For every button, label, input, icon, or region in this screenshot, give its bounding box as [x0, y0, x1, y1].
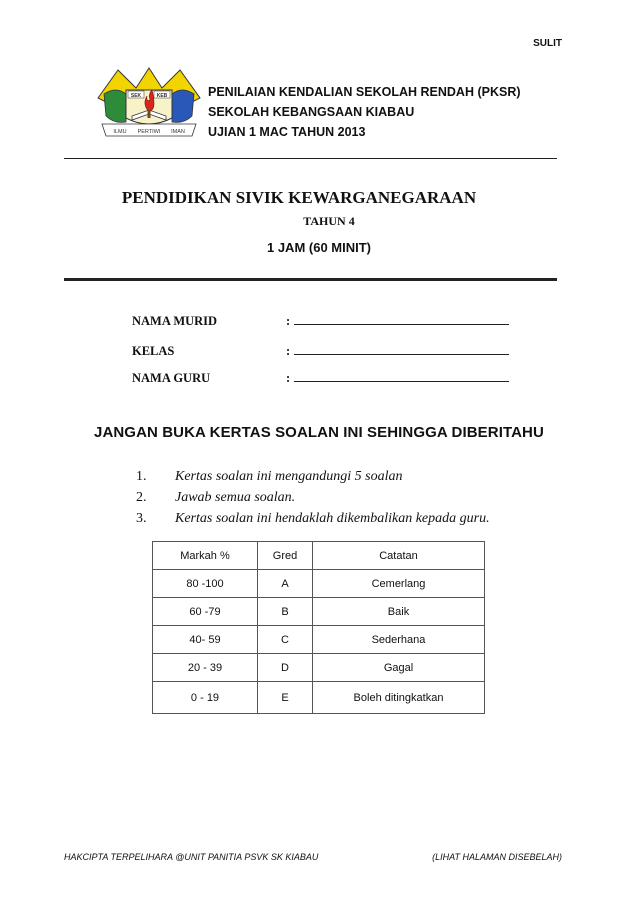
table-cell: 40- 59: [153, 626, 258, 654]
table-cell: C: [258, 626, 313, 654]
field-line-nama-guru[interactable]: :: [286, 371, 511, 386]
subject-title: PENDIDIKAN SIVIK KEWARGANEGARAAN: [121, 188, 477, 207]
table-cell: D: [258, 654, 313, 682]
table-row: [153, 626, 485, 654]
table-cell: Sederhana: [313, 626, 485, 654]
exam-header: [208, 82, 521, 142]
field-line-nama-murid[interactable]: :: [286, 314, 511, 329]
table-row: [153, 570, 485, 598]
table-cell: 0 - 19: [153, 682, 258, 714]
svg-text:KEB: KEB: [156, 93, 168, 99]
table-cell: 80 -100: [153, 570, 258, 598]
table-cell: A: [258, 570, 313, 598]
table-cell: E: [258, 682, 313, 714]
svg-text:ILMU: ILMU: [113, 129, 127, 135]
table-header-row: [153, 542, 485, 570]
table-header-cell: Catatan: [313, 542, 485, 570]
warning-notice: JANGAN BUKA KERTAS SOALAN INI SEHINGGA DIBERITAHU: [94, 424, 544, 441]
grade-table: [152, 541, 485, 714]
table-header-cell: Gred: [258, 542, 313, 570]
thick-divider: [64, 278, 557, 281]
svg-text:SEK: SEK: [130, 93, 142, 99]
field-label-nama-murid: NAMA MURID: [132, 314, 218, 328]
table-cell: Cemerlang: [313, 570, 485, 598]
instruction-item: 1. Kertas soalan ini mengandungi 5 soalan: [136, 469, 403, 484]
school-crest-icon: [96, 64, 202, 140]
table-cell: 60 -79: [153, 598, 258, 626]
header-line: SEKOLAH KEBANGSAAN KIABAU: [208, 105, 415, 119]
table-cell: 20 - 39: [153, 654, 258, 682]
table-cell: Gagal: [313, 654, 485, 682]
table-row: [153, 654, 485, 682]
footer-copyright: HAKCIPTA TERPELIHARA @UNIT PANITIA PSVK SK KIABAU: [64, 852, 319, 862]
table-cell: Baik: [313, 598, 485, 626]
field-label-kelas: KELAS: [132, 344, 175, 358]
table-header-cell: Markah %: [153, 542, 258, 570]
year-label: TAHUN 4: [303, 214, 355, 228]
table-row: [153, 682, 485, 714]
instruction-item: 3. Kertas soalan ini hendaklah dikembalikan kepada guru.: [136, 511, 490, 526]
table-cell: B: [258, 598, 313, 626]
footer-next-page: (LIHAT HALAMAN DISEBELAH): [432, 852, 562, 862]
instruction-item: 2. Jawab semua soalan.: [136, 490, 296, 505]
table-row: [153, 598, 485, 626]
instructions-list: [136, 466, 490, 529]
svg-text:IMAN: IMAN: [171, 129, 185, 135]
duration-label: 1 JAM (60 MINIT): [266, 240, 371, 255]
header-line: UJIAN 1 MAC TAHUN 2013: [208, 125, 366, 139]
classification-label: SULIT: [533, 38, 562, 49]
svg-text:PERTIWI: PERTIWI: [137, 129, 161, 135]
header-line: PENILAIAN KENDALIAN SEKOLAH RENDAH (PKSR): [208, 85, 521, 99]
field-line-kelas[interactable]: :: [286, 344, 511, 359]
table-cell: Boleh ditingkatkan: [313, 682, 485, 714]
field-label-nama-guru: NAMA GURU: [132, 371, 211, 385]
divider: [64, 158, 557, 159]
